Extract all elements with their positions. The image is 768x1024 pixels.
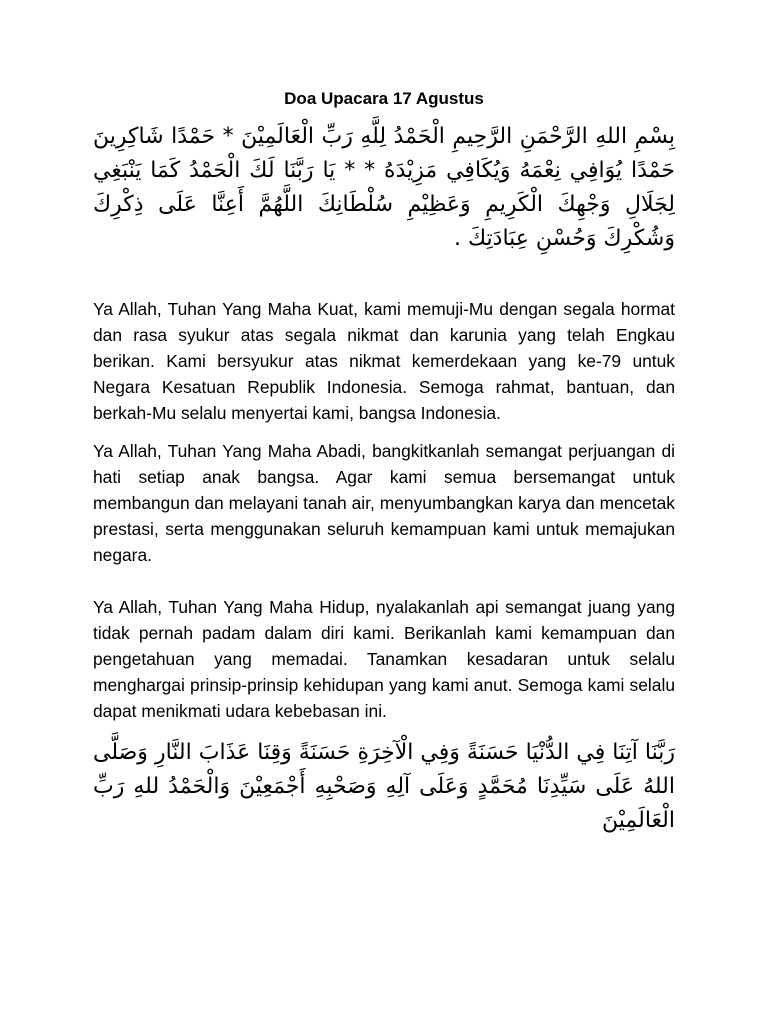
prayer-paragraph: Ya Allah, Tuhan Yang Maha Abadi, bangkitkanlah semangat perjuangan di hati setiap anak bangsa. Agar kami semua bersemangat untuk membangun dan melayani tanah air, menyumbangkan karya dan mencetak prestasi, serta menggunakan seluruh kemampuan kami untuk memajukan negara. [93, 441, 675, 565]
arabic-opening-prayer: بِسْمِ اللهِ الرَّحْمَنِ الرَّحِيمِ الْحَمْدُ لِلَّهِ رَبِّ الْعَالَمِيْنَ * حَمْدًا شَاكِرِينَ حَمْدًا يُوَافِي نِعْمَهُ وَيُكَافِي مَزِيْدَهُ * * يَا رَبَّنَا لَكَ الْحَمْدُ كَمَا يَنْبَغِي لِجَلَالِ وَجْهِكَ الْكَرِيمِ وَعَظِيْمِ سُلْطَانِكَ اللَّهُمَّ أَعِنَّا عَلَى ذِكْرِكَ وَشُكْرِكَ وَحُسْنِ عِبَادَتِكَ . [93, 124, 675, 251]
document-title: Doa Upacara 17 Agustus [284, 89, 484, 108]
prayer-paragraph: Ya Allah, Tuhan Yang Maha Hidup, nyalakanlah api semangat juang yang tidak pernah padam dalam diri kami. Berikanlah kami kemampuan dan pengetahuan yang memadai. Tanamkan kesadaran untuk selalu menghargai prinsip-prinsip kehidupan yang kami anut. Semoga kami selalu dapat menikmati udara kebebasan ini. [93, 597, 675, 721]
arabic-closing-prayer: رَبَّنَا آتِنَا فِي الدُّنْيَا حَسَنَةً وَفِي الْآخِرَةِ حَسَنَةً وَقِنَا عَذَابَ النَّارِ وَصَلَّى اللهُ عَلَى سَيِّدِنَا مُحَمَّدٍ وَعَلَى آلِهِ وَصَحْبِهِ أَجْمَعِيْنَ وَالْحَمْدُ للهِ رَبِّ الْعَالَمِيْنَ [93, 740, 675, 833]
document-page [93, 86, 675, 838]
prayer-paragraph: Ya Allah, Tuhan Yang Maha Kuat, kami memuji-Mu dengan segala hormat dan rasa syukur atas segala nikmat dan karunia yang telah Engkau berikan. Kami bersyukur atas nikmat kemerdekaan yang ke-79 untuk Negara Kesatuan Republik Indonesia. Semoga rahmat, bantuan, dan berkah-Mu selalu menyertai kami, bangsa Indonesia. [93, 299, 675, 423]
